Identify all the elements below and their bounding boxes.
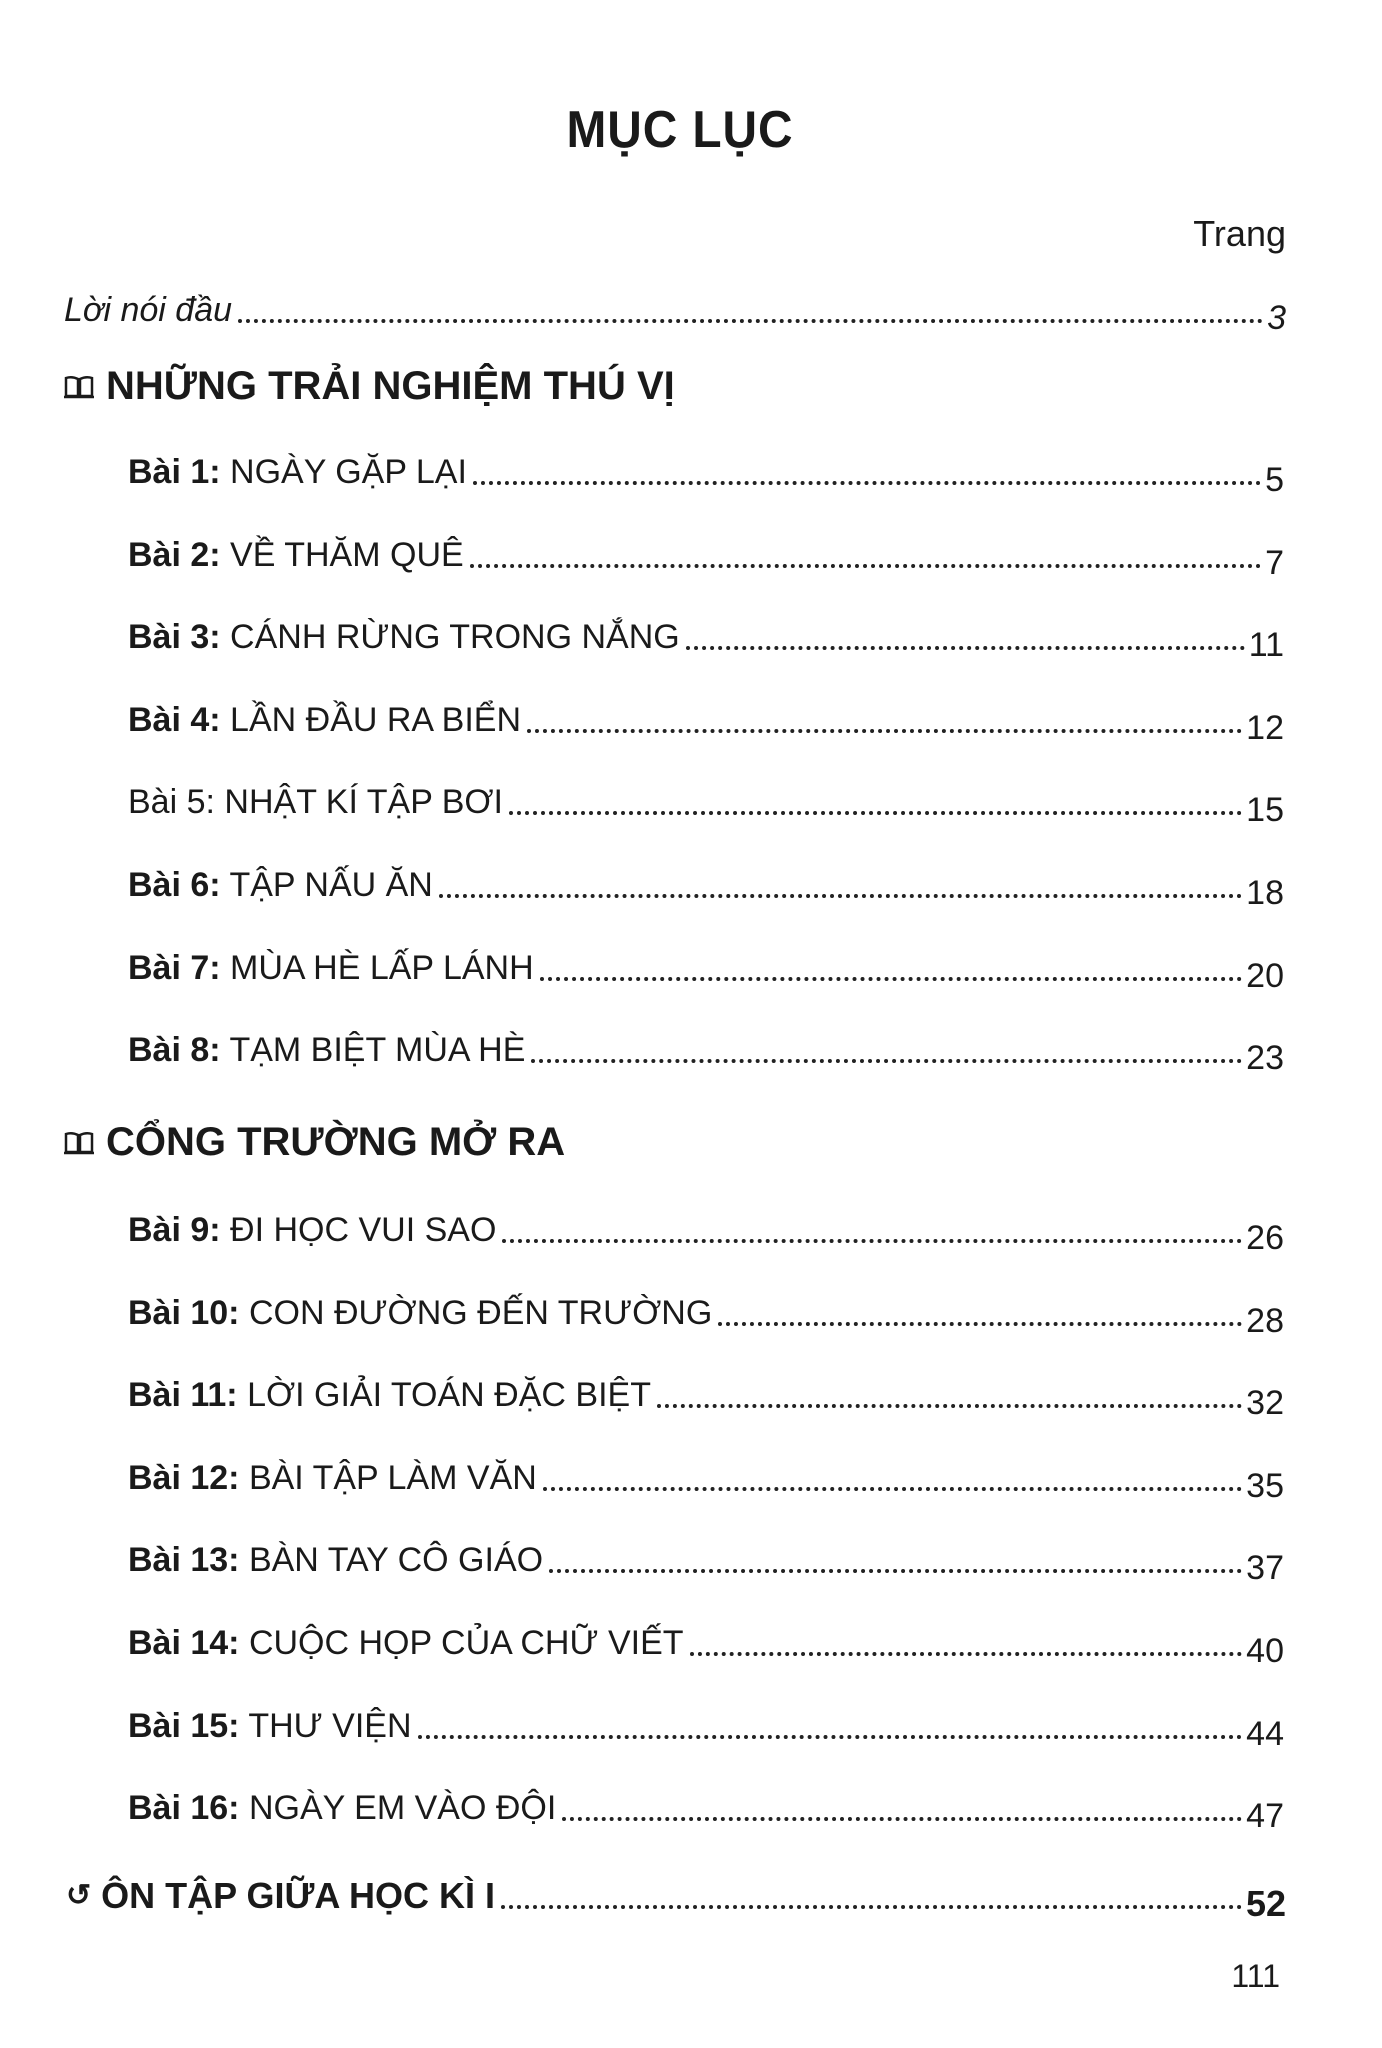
entry-page: 37 [1246, 1549, 1284, 1588]
lesson-title: ĐI HỌC VUI SAO [230, 1211, 497, 1249]
lesson-title: NHẬT KÍ TẬP BƠI [224, 783, 503, 822]
dot-leader [543, 1487, 1242, 1491]
entry-label [128, 1623, 684, 1663]
toc-entry[interactable] [128, 782, 1284, 830]
section-title: NHỮNG TRẢI NGHIỆM THÚ VỊ [106, 364, 675, 408]
lesson-title: MÙA HÈ LẤP LÁNH [230, 948, 534, 987]
entry-page: 15 [1246, 791, 1284, 830]
lesson-number: Bài 12: [128, 1458, 240, 1497]
entry-label [128, 1293, 712, 1333]
lesson-number: Bài 11: [128, 1376, 238, 1415]
dot-leader [502, 1239, 1242, 1243]
dot-leader [418, 1735, 1243, 1739]
lesson-title: THƯ VIỆN [248, 1706, 412, 1745]
lesson-number: Bài 2: [128, 535, 221, 574]
entry-label [128, 1788, 556, 1828]
entry-page: 44 [1246, 1714, 1284, 1753]
lesson-title: BÀN TAY CÔ GIÁO [248, 1541, 544, 1580]
toc-entry[interactable] [128, 617, 1284, 665]
lesson-number: Bài 14: [128, 1624, 240, 1662]
lesson-title: VỀ THĂM QUÊ [230, 535, 464, 574]
lesson-title: LỜI GIẢI TOÁN ĐẶC BIỆT [247, 1376, 651, 1415]
lesson-number: Bài 1: [128, 453, 221, 491]
page-number: 111 [1231, 1958, 1280, 1994]
toc-entry[interactable] [128, 1458, 1284, 1505]
entry-page: 35 [1246, 1466, 1284, 1505]
toc-entry[interactable] [128, 865, 1284, 912]
lesson-number: Bài 10: [128, 1293, 240, 1332]
dot-leader [690, 1652, 1243, 1656]
page-column-header: Trang [1193, 213, 1286, 254]
lesson-number: Bài 7: [128, 948, 221, 987]
lesson-title: CÁNH RỪNG TRONG NẮNG [230, 618, 680, 657]
entry-label [128, 452, 467, 492]
entry-page: 23 [1246, 1039, 1284, 1078]
entry-label [128, 617, 680, 657]
dot-leader [509, 811, 1242, 815]
entry-page: 3 [1267, 299, 1286, 337]
lesson-title: LẦN ĐẦU RA BIỂN [230, 700, 522, 739]
dot-leader [238, 319, 1263, 323]
section-heading[interactable] [64, 1120, 565, 1165]
lesson-title: TẬP NẤU ĂN [229, 866, 433, 904]
dot-leader [531, 1059, 1242, 1063]
return-arrow-icon: ↺ [66, 1879, 92, 1912]
toc-entry-intro[interactable] [64, 290, 1286, 337]
entry-label: ÔN TẬP GIỮA HỌC KÌ I [101, 1875, 496, 1916]
toc-entry[interactable] [128, 1788, 1284, 1836]
entry-page: 26 [1246, 1219, 1284, 1257]
entry-label [128, 1706, 412, 1746]
entry-label: Lời nói đầu [64, 291, 233, 329]
lesson-number: Bài 3: [128, 618, 221, 657]
dot-leader [473, 481, 1261, 485]
entry-label [128, 865, 433, 905]
dot-leader [718, 1322, 1242, 1326]
dot-leader [657, 1404, 1242, 1408]
lesson-number: Bài 5: [128, 783, 215, 822]
section-heading[interactable] [64, 364, 675, 409]
toc-entry[interactable] [128, 1030, 1284, 1078]
lesson-number: Bài 9: [128, 1211, 221, 1249]
entry-page: 11 [1248, 626, 1284, 665]
toc-entry[interactable] [128, 452, 1284, 499]
entry-page: 7 [1265, 543, 1284, 582]
toc-entry[interactable] [128, 1623, 1284, 1670]
lesson-title: CUỘC HỌP CỦA CHỮ VIẾT [248, 1624, 684, 1662]
page-title: MỤC LỤC [566, 101, 794, 159]
lesson-title: TẠM BIỆT MÙA HÈ [229, 1031, 526, 1070]
entry-label [128, 1540, 543, 1580]
entry-label [128, 1030, 525, 1070]
dot-leader [501, 1905, 1242, 1909]
open-book-icon [64, 1131, 94, 1155]
entry-page: 20 [1246, 956, 1284, 995]
entry-page: 5 [1265, 461, 1284, 499]
lesson-title: NGÀY GẶP LẠI [230, 453, 467, 491]
toc-entry[interactable] [128, 1540, 1284, 1588]
lesson-number: Bài 16: [128, 1789, 240, 1828]
dot-leader [562, 1817, 1242, 1821]
entry-label [128, 700, 521, 740]
entry-page: 52 [1245, 1883, 1286, 1924]
toc-entry[interactable] [128, 1293, 1284, 1340]
lesson-number: Bài 13: [128, 1541, 240, 1580]
toc-entry[interactable] [128, 700, 1284, 747]
toc-entry[interactable] [128, 948, 1284, 995]
toc-entry-review[interactable] [66, 1875, 1286, 1924]
entry-page: 28 [1246, 1301, 1284, 1340]
entry-label [128, 1210, 496, 1250]
entry-label [128, 782, 503, 822]
dot-leader [527, 729, 1242, 733]
toc-entry[interactable] [128, 1706, 1284, 1753]
dot-leader [540, 977, 1243, 981]
lesson-title: BÀI TẬP LÀM VĂN [248, 1458, 537, 1497]
entry-label [128, 948, 534, 988]
lesson-number: Bài 15: [128, 1706, 240, 1745]
entry-label [128, 1458, 537, 1498]
entry-page: 32 [1246, 1384, 1284, 1423]
lesson-number: Bài 4: [128, 700, 221, 739]
lesson-title: NGÀY EM VÀO ĐỘI [248, 1789, 557, 1828]
toc-entry[interactable] [128, 1210, 1284, 1257]
dot-leader [686, 646, 1245, 650]
section-title: CỔNG TRƯỜNG MỞ RA [106, 1120, 566, 1164]
lesson-number: Bài 6: [128, 866, 221, 904]
entry-label [128, 1375, 651, 1415]
entry-label [128, 535, 464, 575]
entry-page: 18 [1246, 874, 1284, 912]
toc-entry[interactable] [128, 1375, 1284, 1423]
lesson-number: Bài 8: [128, 1031, 221, 1070]
entry-page: 47 [1246, 1797, 1284, 1836]
lesson-title: CON ĐƯỜNG ĐẾN TRƯỜNG [248, 1293, 713, 1332]
toc-entry[interactable] [128, 535, 1284, 582]
entry-page: 12 [1246, 708, 1284, 747]
dot-leader [470, 564, 1261, 568]
open-book-icon [64, 375, 94, 399]
dot-leader [549, 1569, 1242, 1573]
dot-leader [439, 894, 1242, 898]
entry-page: 40 [1246, 1632, 1284, 1670]
